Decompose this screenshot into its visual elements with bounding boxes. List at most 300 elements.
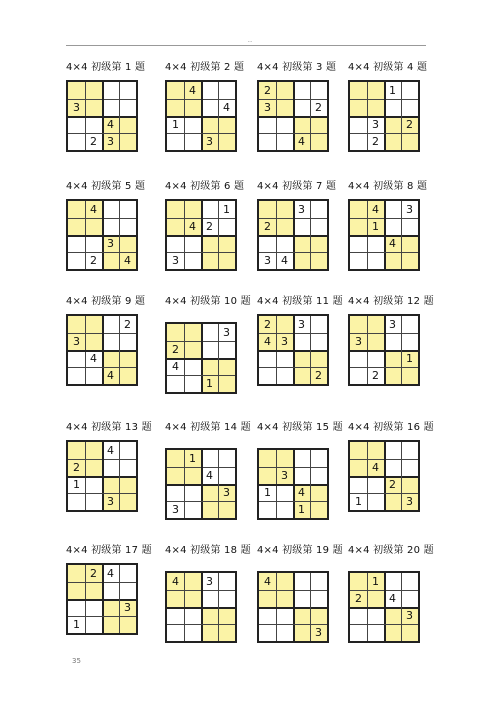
grid-cell[interactable] [367,316,384,333]
grid-cell[interactable]: 1 [184,450,201,467]
grid-cell[interactable]: 1 [367,573,384,590]
grid-cell[interactable] [68,599,85,616]
grid-cell[interactable]: 2 [124,318,131,331]
grid-cell[interactable] [102,599,119,616]
grid-cell[interactable] [350,235,367,252]
grid-cell[interactable] [218,116,235,133]
grid-cell[interactable] [85,582,102,599]
grid-cell[interactable] [310,484,327,501]
grid-cell[interactable]: 2 [90,135,97,148]
grid-cell[interactable] [276,501,293,518]
grid-cell[interactable] [119,442,136,459]
grid-cell[interactable] [310,333,327,350]
grid-cell[interactable] [259,201,276,218]
grid-cell[interactable] [218,341,235,358]
grid-cell[interactable] [201,501,218,518]
grid-cell[interactable] [401,367,418,384]
grid-cell[interactable] [201,607,218,624]
grid-cell[interactable] [276,99,293,116]
grid-cell[interactable] [68,350,85,367]
grid-cell[interactable] [119,218,136,235]
grid-cell[interactable] [384,624,401,641]
grid-cell[interactable] [184,116,201,133]
grid-cell[interactable]: 2 [310,367,327,384]
grid-cell[interactable]: 3 [201,133,218,150]
grid-cell[interactable] [201,201,218,218]
grid-cell[interactable]: 3 [119,599,136,616]
grid-cell[interactable]: 3 [102,133,119,150]
grid-cell[interactable]: 4 [107,444,114,457]
grid-cell[interactable] [102,82,119,99]
grid-cell[interactable] [276,607,293,624]
grid-cell[interactable] [401,333,418,350]
grid-cell[interactable]: 3 [350,333,367,350]
grid-cell[interactable] [167,218,184,235]
grid-cell[interactable]: 1 [223,203,230,216]
grid-cell[interactable] [293,99,310,116]
grid-cell[interactable] [384,573,401,590]
grid-cell[interactable] [119,350,136,367]
grid-cell[interactable] [184,501,201,518]
grid-cell[interactable] [218,590,235,607]
grid-cell[interactable] [218,358,235,375]
grid-cell[interactable] [167,99,184,116]
grid-cell[interactable]: 2 [384,476,401,493]
grid-cell[interactable] [350,82,367,99]
grid-cell[interactable]: 3 [298,203,305,216]
grid-cell[interactable] [218,218,235,235]
grid-cell[interactable] [259,607,276,624]
grid-cell[interactable] [184,324,201,341]
grid-cell[interactable] [384,201,401,218]
grid-cell[interactable] [184,341,201,358]
grid-cell[interactable] [85,116,102,133]
grid-cell[interactable] [293,624,310,641]
grid-cell[interactable]: 2 [401,116,418,133]
grid-cell[interactable] [167,590,184,607]
grid-cell[interactable]: 3 [206,575,213,588]
grid-cell[interactable] [119,459,136,476]
grid-cell[interactable] [102,218,119,235]
grid-cell[interactable] [68,82,85,99]
grid-cell[interactable] [350,573,367,590]
grid-cell[interactable] [293,82,310,99]
grid-cell[interactable] [119,493,136,510]
grid-cell[interactable] [293,607,310,624]
grid-cell[interactable]: 4 [206,469,213,482]
grid-cell[interactable] [85,493,102,510]
grid-cell[interactable] [310,450,327,467]
grid-cell[interactable] [384,218,401,235]
grid-cell[interactable] [384,116,401,133]
grid-cell[interactable] [293,252,310,269]
grid-cell[interactable]: 4 [367,201,384,218]
grid-cell[interactable]: 1 [201,375,218,392]
grid-cell[interactable]: 3 [259,99,276,116]
grid-cell[interactable] [167,324,184,341]
grid-cell[interactable] [119,367,136,384]
grid-cell[interactable] [85,476,102,493]
grid-cell[interactable] [201,358,218,375]
grid-cell[interactable] [367,235,384,252]
grid-cell[interactable] [384,442,401,459]
grid-cell[interactable] [350,476,367,493]
grid-cell[interactable] [384,99,401,116]
grid-cell[interactable] [68,116,85,133]
grid-cell[interactable] [85,235,102,252]
grid-cell[interactable]: 1 [172,118,179,131]
grid-cell[interactable] [218,624,235,641]
grid-cell[interactable] [68,235,85,252]
grid-cell[interactable] [184,573,201,590]
grid-cell[interactable] [167,484,184,501]
grid-cell[interactable] [85,333,102,350]
grid-cell[interactable] [167,201,184,218]
grid-cell[interactable]: 2 [68,459,85,476]
grid-cell[interactable] [184,252,201,269]
grid-cell[interactable] [259,235,276,252]
grid-cell[interactable] [167,375,184,392]
grid-cell[interactable] [367,82,384,99]
grid-cell[interactable] [367,350,384,367]
grid-cell[interactable] [102,616,119,633]
grid-cell[interactable] [68,442,85,459]
grid-cell[interactable]: 1 [389,84,396,97]
grid-cell[interactable]: 4 [167,573,184,590]
grid-cell[interactable] [259,133,276,150]
grid-cell[interactable]: 4 [259,573,276,590]
grid-cell[interactable] [401,252,418,269]
grid-cell[interactable] [119,116,136,133]
grid-cell[interactable] [167,467,184,484]
grid-cell[interactable] [68,133,85,150]
grid-cell[interactable] [310,467,327,484]
grid-cell[interactable]: 3 [102,235,119,252]
grid-cell[interactable]: 1 [73,618,80,631]
grid-cell[interactable] [259,350,276,367]
grid-cell[interactable]: 4 [184,218,201,235]
grid-cell[interactable] [119,201,136,218]
grid-cell[interactable] [310,573,327,590]
grid-cell[interactable] [201,252,218,269]
grid-cell[interactable] [184,624,201,641]
grid-cell[interactable]: 3 [401,493,418,510]
grid-cell[interactable] [276,133,293,150]
grid-cell[interactable] [218,467,235,484]
grid-cell[interactable]: 3 [372,118,379,131]
grid-cell[interactable] [102,582,119,599]
grid-cell[interactable] [384,607,401,624]
grid-cell[interactable] [276,450,293,467]
grid-cell[interactable] [85,459,102,476]
grid-cell[interactable] [68,201,85,218]
grid-cell[interactable]: 3 [218,484,235,501]
grid-cell[interactable] [201,484,218,501]
grid-cell[interactable]: 3 [298,318,305,331]
grid-cell[interactable] [401,476,418,493]
grid-cell[interactable] [119,565,136,582]
grid-cell[interactable] [119,582,136,599]
grid-cell[interactable] [350,459,367,476]
grid-cell[interactable]: 4 [384,235,401,252]
grid-cell[interactable] [218,375,235,392]
grid-cell[interactable] [218,450,235,467]
grid-cell[interactable]: 1 [73,478,80,491]
grid-cell[interactable] [350,367,367,384]
grid-cell[interactable] [85,367,102,384]
grid-cell[interactable]: 3 [310,624,327,641]
grid-cell[interactable] [310,133,327,150]
grid-cell[interactable]: 4 [367,459,384,476]
grid-cell[interactable]: 2 [315,101,322,114]
grid-cell[interactable] [401,99,418,116]
grid-cell[interactable]: 2 [372,135,379,148]
grid-cell[interactable] [102,476,119,493]
grid-cell[interactable] [119,99,136,116]
grid-cell[interactable] [184,358,201,375]
grid-cell[interactable]: 4 [102,367,119,384]
grid-cell[interactable] [184,201,201,218]
grid-cell[interactable] [102,350,119,367]
grid-cell[interactable] [85,616,102,633]
grid-cell[interactable] [68,582,85,599]
grid-cell[interactable]: 2 [90,254,97,267]
grid-cell[interactable]: 4 [85,201,102,218]
grid-cell[interactable] [293,590,310,607]
grid-cell[interactable]: 2 [259,316,276,333]
grid-cell[interactable] [102,201,119,218]
grid-cell[interactable] [350,201,367,218]
grid-cell[interactable] [350,252,367,269]
grid-cell[interactable]: 4 [119,252,136,269]
grid-cell[interactable]: 2 [259,218,276,235]
grid-cell[interactable] [201,99,218,116]
grid-cell[interactable] [85,82,102,99]
grid-cell[interactable] [201,590,218,607]
grid-cell[interactable] [68,252,85,269]
grid-cell[interactable]: 3 [172,254,179,267]
grid-cell[interactable] [184,235,201,252]
grid-cell[interactable] [184,590,201,607]
grid-cell[interactable] [401,82,418,99]
grid-cell[interactable] [367,493,384,510]
grid-cell[interactable] [201,341,218,358]
grid-cell[interactable]: 3 [276,333,293,350]
grid-cell[interactable] [401,573,418,590]
grid-cell[interactable] [184,484,201,501]
grid-cell[interactable] [367,607,384,624]
grid-cell[interactable] [259,116,276,133]
grid-cell[interactable] [350,442,367,459]
grid-cell[interactable] [401,133,418,150]
grid-cell[interactable] [85,218,102,235]
grid-cell[interactable] [68,218,85,235]
grid-cell[interactable] [293,333,310,350]
grid-cell[interactable] [276,316,293,333]
grid-cell[interactable] [276,624,293,641]
grid-cell[interactable] [401,442,418,459]
grid-cell[interactable] [218,501,235,518]
grid-cell[interactable] [293,467,310,484]
grid-cell[interactable]: 4 [90,352,97,365]
grid-cell[interactable] [201,235,218,252]
grid-cell[interactable] [259,624,276,641]
grid-cell[interactable] [201,82,218,99]
grid-cell[interactable] [310,82,327,99]
grid-cell[interactable] [293,116,310,133]
grid-cell[interactable] [310,116,327,133]
grid-cell[interactable] [85,442,102,459]
grid-cell[interactable]: 2 [167,341,184,358]
grid-cell[interactable] [167,133,184,150]
grid-cell[interactable] [367,99,384,116]
grid-cell[interactable] [167,450,184,467]
grid-cell[interactable] [68,493,85,510]
grid-cell[interactable] [350,218,367,235]
grid-cell[interactable] [276,573,293,590]
grid-cell[interactable]: 2 [372,369,379,382]
grid-cell[interactable]: 1 [401,350,418,367]
grid-cell[interactable] [218,607,235,624]
grid-cell[interactable] [276,367,293,384]
grid-cell[interactable]: 4 [102,116,119,133]
grid-cell[interactable] [167,624,184,641]
grid-cell[interactable]: 3 [68,99,85,116]
grid-cell[interactable] [85,316,102,333]
grid-cell[interactable] [68,565,85,582]
grid-cell[interactable]: 2 [206,220,213,233]
grid-cell[interactable] [401,235,418,252]
grid-cell[interactable]: 4 [184,82,201,99]
grid-cell[interactable]: 1 [355,495,362,508]
grid-cell[interactable] [119,235,136,252]
grid-cell[interactable]: 3 [172,503,179,516]
grid-cell[interactable] [201,116,218,133]
grid-cell[interactable] [259,367,276,384]
grid-cell[interactable]: 1 [367,218,384,235]
grid-cell[interactable] [350,624,367,641]
grid-cell[interactable] [310,235,327,252]
grid-cell[interactable] [384,493,401,510]
grid-cell[interactable] [367,476,384,493]
grid-cell[interactable]: 3 [264,254,271,267]
grid-cell[interactable] [384,367,401,384]
grid-cell[interactable] [102,333,119,350]
grid-cell[interactable]: 3 [406,203,413,216]
grid-cell[interactable] [184,375,201,392]
grid-cell[interactable] [350,133,367,150]
grid-cell[interactable] [276,350,293,367]
grid-cell[interactable] [367,333,384,350]
grid-cell[interactable] [401,459,418,476]
grid-cell[interactable]: 2 [85,565,102,582]
grid-cell[interactable] [350,116,367,133]
grid-cell[interactable] [119,133,136,150]
grid-cell[interactable]: 4 [172,360,179,373]
grid-cell[interactable] [310,607,327,624]
grid-cell[interactable] [293,450,310,467]
grid-cell[interactable] [401,624,418,641]
grid-cell[interactable] [310,350,327,367]
grid-cell[interactable] [259,590,276,607]
grid-cell[interactable]: 3 [401,607,418,624]
grid-cell[interactable] [218,573,235,590]
grid-cell[interactable] [259,501,276,518]
grid-cell[interactable]: 3 [223,326,230,339]
grid-cell[interactable] [119,333,136,350]
grid-cell[interactable] [293,573,310,590]
grid-cell[interactable]: 4 [107,567,114,580]
grid-cell[interactable] [119,82,136,99]
grid-cell[interactable] [102,459,119,476]
grid-cell[interactable] [310,218,327,235]
grid-cell[interactable] [384,333,401,350]
grid-cell[interactable] [218,252,235,269]
grid-cell[interactable] [102,316,119,333]
grid-cell[interactable] [367,590,384,607]
grid-cell[interactable]: 3 [102,493,119,510]
grid-cell[interactable] [259,467,276,484]
grid-cell[interactable] [350,316,367,333]
grid-cell[interactable] [293,235,310,252]
grid-cell[interactable] [401,218,418,235]
grid-cell[interactable] [167,235,184,252]
grid-cell[interactable] [102,252,119,269]
grid-cell[interactable] [102,99,119,116]
grid-cell[interactable] [310,201,327,218]
grid-cell[interactable] [367,442,384,459]
grid-cell[interactable]: 4 [293,133,310,150]
grid-cell[interactable] [401,316,418,333]
grid-cell[interactable] [119,476,136,493]
grid-cell[interactable] [218,133,235,150]
grid-cell[interactable]: 2 [350,590,367,607]
grid-cell[interactable] [401,590,418,607]
grid-cell[interactable] [184,467,201,484]
grid-cell[interactable] [293,218,310,235]
grid-cell[interactable] [310,590,327,607]
grid-cell[interactable] [218,235,235,252]
grid-cell[interactable]: 4 [281,254,288,267]
grid-cell[interactable]: 3 [68,333,85,350]
grid-cell[interactable] [276,82,293,99]
grid-cell[interactable] [167,607,184,624]
grid-cell[interactable] [68,316,85,333]
grid-cell[interactable] [276,235,293,252]
grid-cell[interactable] [85,599,102,616]
grid-cell[interactable] [276,590,293,607]
grid-cell[interactable] [184,607,201,624]
grid-cell[interactable] [310,316,327,333]
grid-cell[interactable] [293,350,310,367]
grid-cell[interactable] [276,201,293,218]
grid-cell[interactable] [85,99,102,116]
grid-cell[interactable] [201,624,218,641]
grid-cell[interactable]: 1 [264,486,271,499]
grid-cell[interactable] [201,324,218,341]
grid-cell[interactable] [384,350,401,367]
grid-cell[interactable] [68,367,85,384]
grid-cell[interactable] [310,501,327,518]
grid-cell[interactable] [384,133,401,150]
grid-cell[interactable] [350,99,367,116]
grid-cell[interactable]: 3 [389,318,396,331]
grid-cell[interactable]: 4 [389,592,396,605]
grid-cell[interactable] [184,133,201,150]
grid-cell[interactable] [201,450,218,467]
grid-cell[interactable]: 1 [293,501,310,518]
grid-cell[interactable] [384,459,401,476]
